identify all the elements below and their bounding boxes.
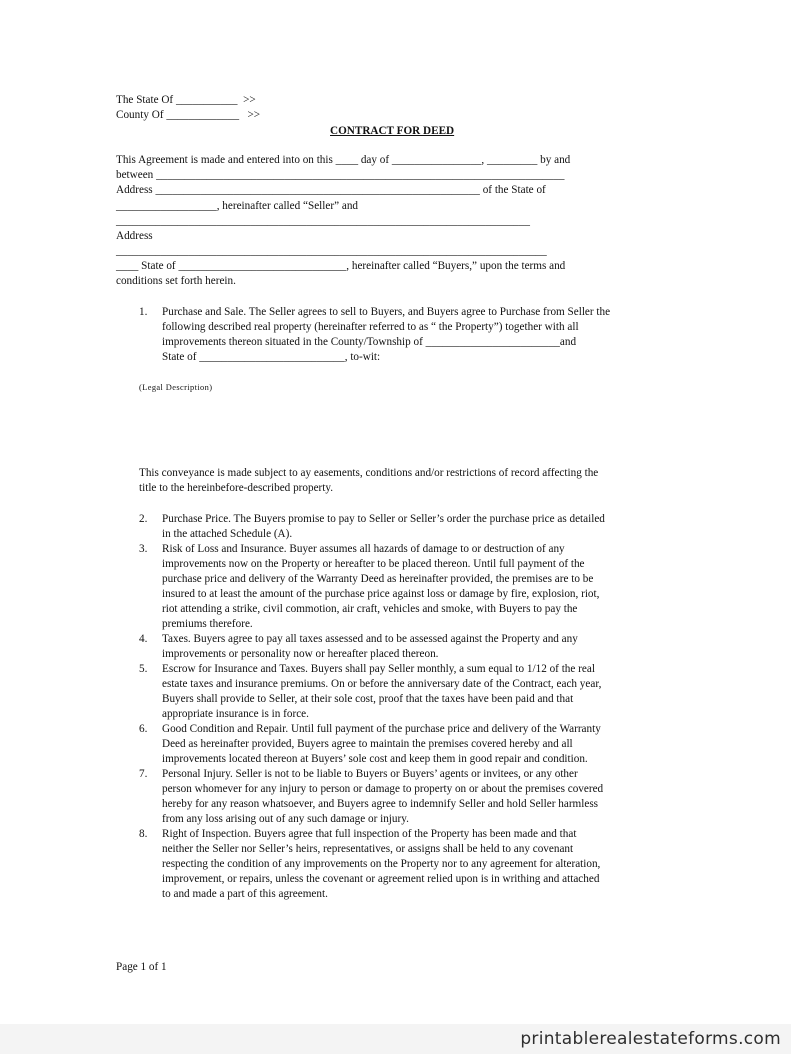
- clause-line: following described real property (hereinafter referred to as “ the Property”) together with all: [162, 321, 579, 333]
- clause-number: 4.: [139, 633, 148, 645]
- clause-line: improvements or personality now or hereafter placed thereon.: [162, 648, 439, 660]
- site-watermark: printablerealestateforms.com: [520, 1029, 781, 1049]
- clause-line: neither the Seller nor Seller’s heirs, representatives, or assigns shall be held to any covenant: [162, 843, 574, 855]
- clause-number: 6.: [139, 723, 148, 735]
- clause-line: respecting the condition of any improvements on the Property nor to any agreement for alteration,: [162, 858, 601, 870]
- clause-line: insured to at least the amount of the purchase price against loss or damage by fire, explosion, riot,: [162, 588, 600, 600]
- clause-line: appropriate insurance is in force.: [162, 708, 309, 720]
- intro-line: Address __________________________________________________________ of the State of: [116, 184, 546, 196]
- intro-line: Address: [116, 230, 153, 242]
- clause-line: purchase price and delivery of the Warranty Deed as hereinafter provided, the premises are to be: [162, 573, 594, 585]
- county-line: County Of _____________ >>: [116, 109, 261, 121]
- intro-line: __________________, hereinafter called “Seller” and: [116, 200, 359, 212]
- clause-line: from any loss arising out of any such damage or injury.: [162, 813, 409, 825]
- clause-line: Buyers shall provide to Seller, at their sole cost, proof that the taxes have been paid and that: [162, 693, 574, 705]
- conveyance-line: This conveyance is made subject to ay easements, conditions and/or restrictions of record affecting the: [139, 467, 599, 479]
- clause-number: 7.: [139, 768, 148, 780]
- clause-line: hereby for any reason whatsoever, and Buyers agree to indemnify Seller and hold Seller harmless: [162, 798, 599, 810]
- clause-number: 1.: [139, 306, 148, 318]
- page-number: Page 1 of 1: [116, 961, 167, 973]
- clause-line: Taxes. Buyers agree to pay all taxes assessed and to be assessed against the Property and any: [162, 633, 578, 645]
- intro-line: conditions set forth herein.: [116, 275, 236, 287]
- clause-line: to and made a part of this agreement.: [162, 888, 328, 900]
- clause-line: Personal Injury. Seller is not to be liable to Buyers or Buyers’ agents or invitees, or any other: [162, 768, 578, 780]
- clause-line: estate taxes and insurance premiums. On or before the anniversary date of the Contract, each year,: [162, 678, 602, 690]
- clause-line: in the attached Schedule (A).: [162, 528, 293, 540]
- intro-line: __________________________________________________________________________: [116, 215, 530, 227]
- clause-line: improvements thereon situated in the County/Township of ________________________and: [162, 336, 577, 348]
- clause-line: premiums therefore.: [162, 618, 253, 630]
- clause-line: Risk of Loss and Insurance. Buyer assumes all hazards of damage to or destruction of any: [162, 543, 565, 555]
- intro-line: _____________________________________________________________________________: [116, 245, 547, 257]
- clause-line: Purchase and Sale. The Seller agrees to sell to Buyers, and Buyers agree to Purchase from Seller the: [162, 306, 611, 318]
- clause-line: Deed as hereinafter provided, Buyers agree to maintain the premises covered hereby and all: [162, 738, 573, 750]
- intro-line: between _________________________________________________________________________: [116, 169, 565, 181]
- state-line: The State Of ___________ >>: [116, 94, 256, 106]
- intro-line: This Agreement is made and entered into on this ____ day of ________________, _________ by and: [116, 154, 571, 166]
- clause-line: improvements now on the Property or hereafter to be placed thereon. Until full payment of the: [162, 558, 585, 570]
- clause-line: Escrow for Insurance and Taxes. Buyers shall pay Seller monthly, a sum equal to 1/12 of the real: [162, 663, 595, 675]
- legal-description-label: (Legal Description): [139, 383, 213, 392]
- clause-line: improvement, or repairs, unless the covenant or agreement relied upon is in writhing and attached: [162, 873, 600, 885]
- clause-line: person whomever for any injury to person or damage to property on or about the premises covered: [162, 783, 604, 795]
- clause-number: 3.: [139, 543, 148, 555]
- document-title: CONTRACT FOR DEED: [330, 125, 455, 137]
- clause-line: riot attending a strike, civil commotion, air craft, vehicles and smoke, with Buyers to pay the: [162, 603, 578, 615]
- clause-number: 2.: [139, 513, 148, 525]
- intro-line: ____ State of ______________________________, hereinafter called “Buyers,” upon the terms and: [116, 260, 566, 272]
- clause-number: 8.: [139, 828, 148, 840]
- conveyance-line: title to the hereinbefore-described property.: [139, 482, 334, 494]
- clause-number: 5.: [139, 663, 148, 675]
- clause-line: Good Condition and Repair. Until full payment of the purchase price and delivery of the Warranty: [162, 723, 601, 735]
- clause-line: Right of Inspection. Buyers agree that full inspection of the Property has been made and that: [162, 828, 577, 840]
- clause-line: improvements located thereon at Buyers’ sole cost and keep them in good repair and condition.: [162, 753, 588, 765]
- clause-line: Purchase Price. The Buyers promise to pay to Seller or Seller’s order the purchase price as detailed: [162, 513, 605, 525]
- clause-line: State of __________________________, to-wit:: [162, 351, 381, 363]
